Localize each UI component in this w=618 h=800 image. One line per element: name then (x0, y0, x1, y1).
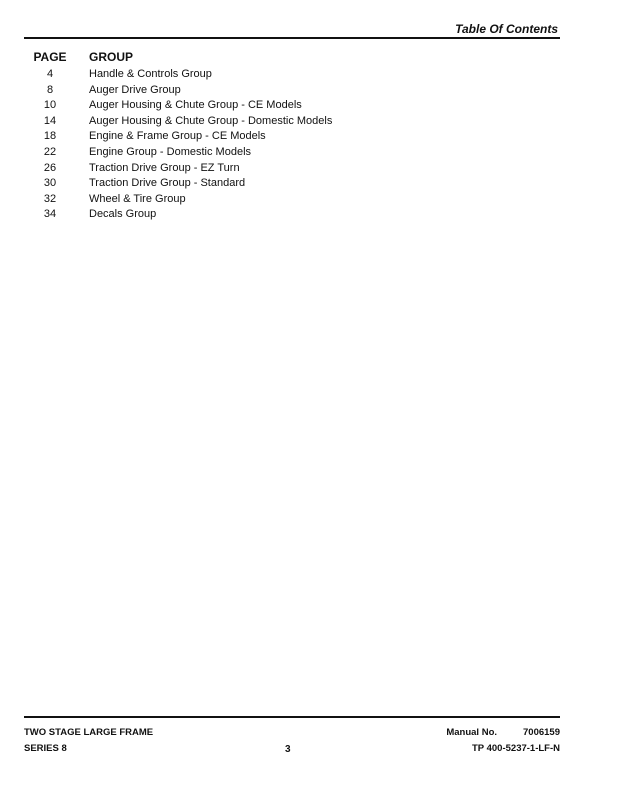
toc-entry-page: 32 (43, 192, 57, 205)
toc-entry-group: Handle & Controls Group (89, 68, 212, 80)
toc-entry-group: Auger Housing & Chute Group - Domestic Models (89, 114, 333, 127)
toc-entry-page: 10 (43, 99, 57, 112)
toc-entry (0, 161, 618, 177)
toc-entry-page: 30 (43, 177, 57, 190)
toc-header-row (0, 50, 618, 67)
toc-entry-group: Decals Group (89, 208, 157, 221)
footer-divider (24, 716, 560, 718)
toc-entry (0, 176, 618, 192)
toc-list (0, 67, 618, 223)
toc-entry (0, 145, 618, 161)
page-number: 3 (285, 744, 291, 755)
toc-entry-page: 26 (43, 161, 57, 174)
footer-product (24, 725, 153, 757)
toc-entry-page: 14 (43, 114, 57, 127)
toc-entry-page: 8 (46, 83, 54, 96)
toc-entry (0, 98, 618, 114)
toc-entry (0, 83, 618, 99)
toc-entry-group: Auger Drive Group (89, 83, 181, 96)
toc-entry (0, 114, 618, 130)
toc-entry-page: 4 (46, 68, 54, 80)
footer-manual-info (446, 725, 560, 757)
manual-number: 7006159 (523, 727, 560, 738)
manual-number-label: Manual No. (446, 727, 498, 738)
header-divider (24, 37, 560, 39)
toc-entry-page: 34 (43, 208, 57, 221)
toc-entry-group: Traction Drive Group - EZ Turn (89, 161, 240, 174)
page-title: Table Of Contents (455, 22, 558, 36)
group-column-header: GROUP (89, 50, 134, 64)
toc-entry (0, 192, 618, 208)
tp-code: TP 400-5237-1-LF-N (472, 743, 560, 754)
toc-entry-group: Traction Drive Group - Standard (89, 177, 246, 190)
toc-entry-group: Wheel & Tire Group (89, 192, 186, 205)
toc-entry-group: Auger Housing & Chute Group - CE Models (89, 99, 302, 112)
toc-entry-group: Engine Group - Domestic Models (89, 145, 252, 158)
toc-entry (0, 207, 618, 223)
toc-entry-group: Engine & Frame Group - CE Models (89, 130, 266, 143)
footer-product-name: TWO STAGE LARGE FRAME (24, 727, 154, 738)
toc-entry-page: 18 (43, 130, 57, 143)
page-column-header: PAGE (33, 50, 67, 64)
toc-entry (0, 129, 618, 145)
table-of-contents (0, 50, 618, 223)
toc-entry (0, 67, 618, 83)
toc-entry-page: 22 (43, 145, 57, 158)
footer-series: SERIES 8 (24, 743, 67, 754)
